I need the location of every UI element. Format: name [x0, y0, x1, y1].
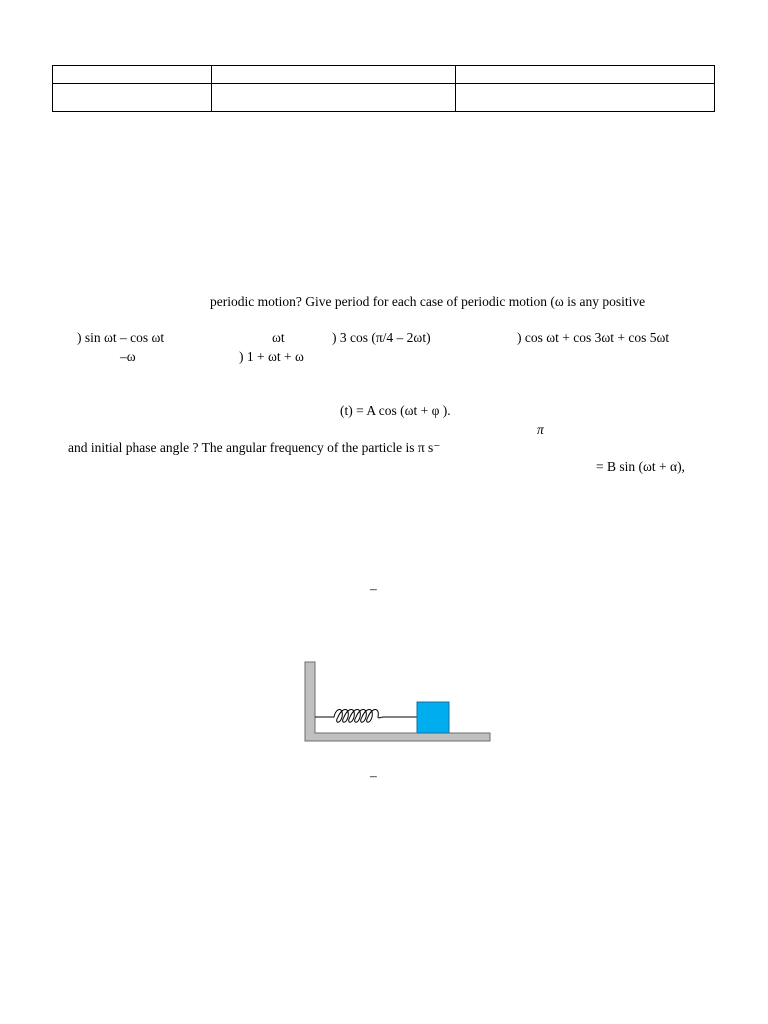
- dash-mark: –: [370, 581, 377, 596]
- option-d: ) cos ωt + cos 3ωt + cos 5ωt: [517, 330, 670, 345]
- question-text-line: periodic motion? Give period for each case of periodic motion (ω is any positive: [210, 294, 646, 309]
- question-text-line: and initial phase angle ? The angular frequency of the particle is π s⁻: [68, 440, 441, 455]
- wall-and-floor: [305, 662, 490, 741]
- dash-mark: –: [370, 768, 377, 783]
- table-cell: [53, 66, 212, 84]
- option-e: –ω: [120, 349, 136, 364]
- table-cell: [456, 66, 715, 84]
- table-cell: [456, 84, 715, 112]
- table-cell: [212, 84, 456, 112]
- table-row: [53, 84, 715, 112]
- table-row: [53, 66, 715, 84]
- block: [417, 702, 449, 733]
- pi-symbol: π: [537, 422, 544, 437]
- option-f: ) 1 + ωt + ω: [239, 349, 304, 364]
- option-c: ) 3 cos (π/4 – 2ωt): [332, 330, 431, 345]
- table-cell: [53, 84, 212, 112]
- header-table: [52, 65, 715, 112]
- option-a: ) sin ωt – cos ωt: [77, 330, 165, 345]
- spring: [315, 710, 417, 723]
- spring-block-figure: [300, 657, 496, 749]
- equation-b: = B sin (ωt + α),: [596, 459, 685, 474]
- option-b: ωt: [272, 330, 285, 345]
- equation-x-t: (t) = A cos (ωt + φ ).: [340, 403, 451, 418]
- table-cell: [212, 66, 456, 84]
